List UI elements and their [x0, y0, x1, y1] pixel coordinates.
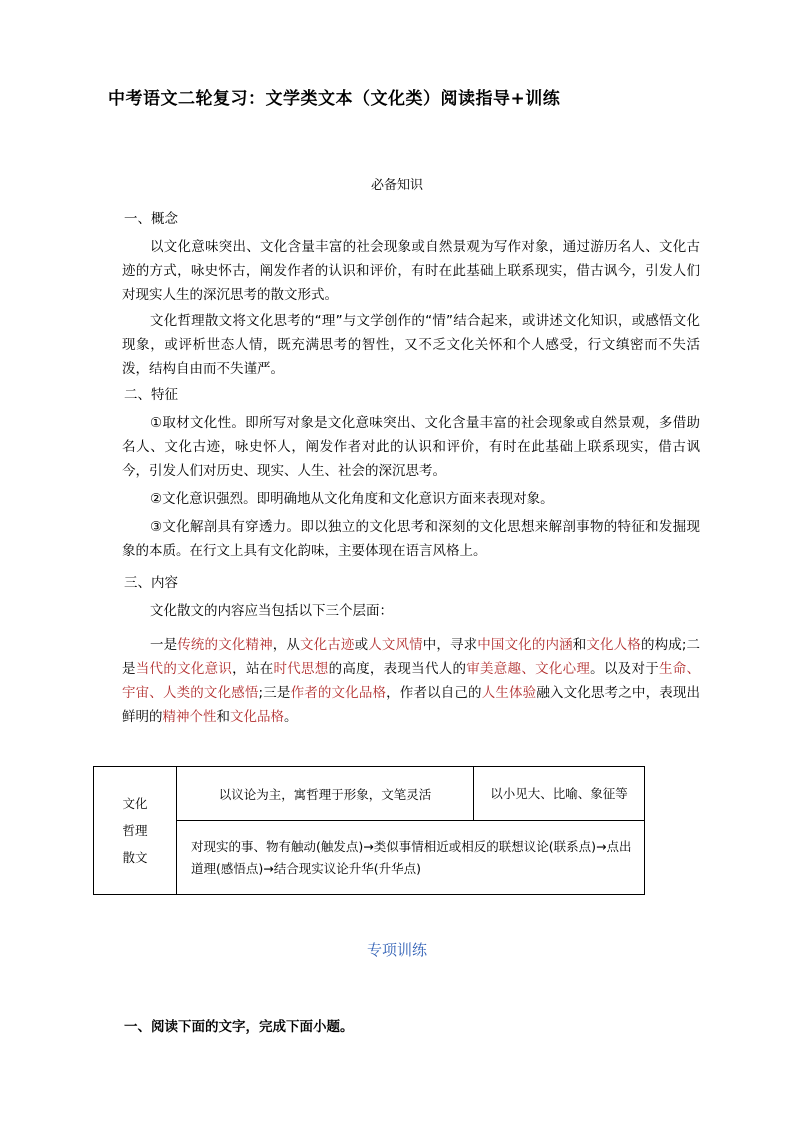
paragraph-concept-1: 以文化意味突出、文化含量丰富的社会现象或自然景观为写作对象，通过游历名人、文化古迹的方式，咏史怀古，阐发作者的认识和评价，有时在此基础上联系现实，借古讽今，引发人们对现实人生的深沉思考的散文形式。	[122, 239, 700, 303]
heading-concept: 一、概念	[124, 211, 178, 227]
paragraph-text-segment: 。	[284, 709, 298, 725]
table-cell-style: 以议论为主，寓哲理于形象，文笔灵活	[177, 767, 474, 821]
paragraph-text-segment: 中，寻求	[422, 637, 478, 653]
paragraph-text-segment: ，站在	[232, 661, 274, 677]
paragraph-text-segment: 或	[354, 637, 369, 653]
paragraph-text-segment: ;三是	[258, 685, 291, 701]
paragraph-text-segment: 和	[216, 709, 230, 725]
paragraph-content-layers	[122, 633, 700, 729]
highlighted-term: 作者的文化品格	[290, 685, 387, 701]
paragraph-text-segment: 融入文化思考之中，表现出鲜明的	[122, 685, 701, 725]
highlighted-term: 人文风情	[368, 637, 423, 653]
highlighted-term: 时代思想	[273, 661, 329, 677]
highlighted-term: 审美意趣、文化心理	[466, 661, 591, 677]
table-cell-structure: 对现实的事、物有触动(触发点)→类似事情相近或相反的联想议论(联系点)→点出道理(感悟点)→结合现实议论升华(升华点)	[177, 821, 645, 895]
table-cell-techniques: 以小见大、比喻、象征等	[474, 767, 645, 821]
highlighted-term: 人生体验	[481, 685, 537, 701]
paragraph-feature-3: ③文化解剖具有穿透力。即以独立的文化思考和深刻的文化思想来解剖事物的特征和发掘现象的本质。在行文上具有文化韵味，主要体现在语言风格上。	[122, 519, 700, 559]
table-label-line-1: 文化	[122, 796, 148, 811]
section-heading: 必备知识	[370, 178, 423, 193]
table-label-line-3: 散文	[122, 850, 148, 865]
training-heading: 专项训练	[366, 941, 427, 959]
paragraph-text-segment: 的构成;二是	[122, 637, 701, 677]
paragraph-text-segment: ，从	[272, 637, 301, 653]
highlighted-term: 生命、宇宙、人类的文化感悟	[122, 661, 701, 701]
highlighted-term: 文化品格	[230, 709, 284, 725]
paragraph-feature-2: ②文化意识强烈。即明确地从文化角度和文化意识方面来表现对象。	[150, 491, 554, 507]
paragraph-text-segment: 和	[572, 637, 587, 653]
paragraph-concept-2: 文化哲理散文将文化思考的“理”与文学创作的“情”结合起来，或讲述文化知识，或感悟文化现象，或评析世态人情，既充满思考的智性，又不乏文化关怀和个人感受，行文缜密而不失活泼，结构自由而不失谨严。	[122, 313, 700, 377]
highlighted-term: 当代的文化意识	[135, 661, 233, 677]
paragraph-text-segment: 的高度，表现当代人的	[328, 661, 467, 677]
table-label-line-2: 哲理	[122, 823, 148, 838]
heading-features: 二、特征	[124, 387, 178, 403]
highlighted-term: 精神个性	[162, 709, 217, 725]
comparison-table	[93, 766, 645, 895]
paragraph-text-segment: 。以及对于	[590, 661, 660, 677]
paragraph-text-segment: ，作者以自己的	[386, 685, 482, 701]
table-row-label	[94, 767, 177, 895]
question-1-prompt: 一、阅读下面的文字，完成下面小题。	[124, 1019, 354, 1035]
paragraph-feature-1: ①取材文化性。即所写对象是文化意味突出、文化含量丰富的社会现象或自然景观，多借助名人、文化古迹，咏史怀人，阐发作者对此的认识和评价，有时在此基础上联系现实，借古讽今，引发人们对历史、现实、人生、社会的深沉思考。	[122, 415, 700, 479]
highlighted-term: 文化人格	[586, 637, 641, 653]
heading-content: 三、内容	[124, 575, 178, 591]
highlighted-term: 文化古迹	[300, 637, 355, 653]
highlighted-term: 传统的文化精神	[177, 637, 273, 653]
paragraph-text-segment: 一是	[150, 637, 178, 653]
paragraph-content-intro: 文化散文的内容应当包括以下三个层面：	[150, 603, 393, 619]
highlighted-term: 中国文化的内涵	[477, 637, 573, 653]
document-title: 中考语文二轮复习：文学类文本（文化类）阅读指导+训练	[108, 89, 561, 109]
